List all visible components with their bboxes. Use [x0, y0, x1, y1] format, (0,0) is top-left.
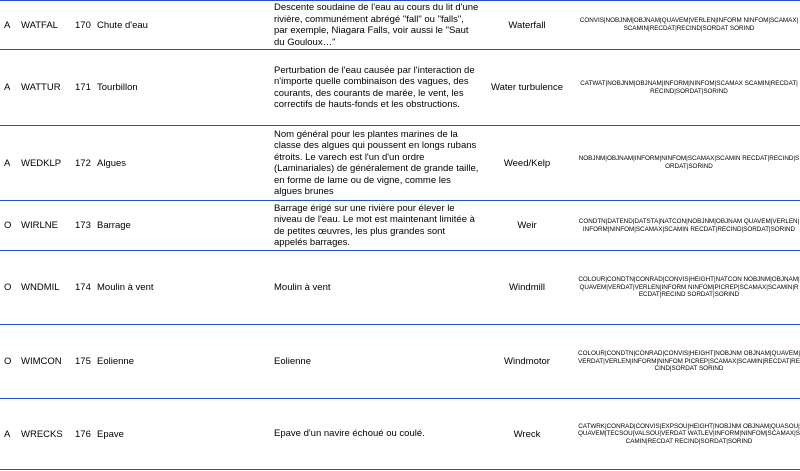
description-cell: Moulin à vent: [274, 281, 331, 293]
table-row: [0, 50, 800, 125]
object-code-cell: [4, 201, 266, 250]
object-name-fr: Barrage: [97, 220, 131, 231]
attribute-list: COLOUR|CONDTN|CONRAD|CONVIS|HEIGHT|NOBJNM OBJNAM|QUAVEM|VERDAT|VERLEN|INFORM|NINFOM PICREP|SCAMAX|SCAMIN|RECDAT|RECIND|SORDAT SORIND: [578, 350, 800, 373]
row-divider: [0, 469, 800, 470]
description-cell: Nom général pour les plantes marines de la classe des algues qui poussent en longs rubans étroits. Le varech est l'un d'un ordre (Laminariales) de généralement de grande taille, en forme de lame ou de vigne, comme les algues brunes: [274, 128, 479, 197]
table-row: [0, 399, 800, 469]
object-name-fr: Algues: [97, 157, 127, 169]
description-cell: Barrage érigé sur une rivière pour élever le niveau de l'eau. Le mot est maintenant limitée à de petites œuvres, les plus grandes sont appelés barrages.: [274, 202, 475, 248]
object-name-en: Water turbulence: [491, 82, 563, 93]
geometry-type: A: [4, 428, 11, 440]
description-cell: Descente soudaine de l'eau au cours du lit d'une rivière, communément abrégé "fall" ou "falls", par exemple, Niagara Falls, voir aussi le "Saut du Gouloux…": [274, 2, 479, 48]
object-code: 175: [75, 356, 91, 367]
object-code: 173: [75, 220, 91, 231]
table-row: [0, 251, 800, 324]
object-name-en: Weed/Kelp: [503, 157, 551, 169]
object-code: 171: [75, 82, 91, 93]
object-name-fr: Tourbillon: [97, 82, 138, 93]
object-code-cell: [4, 50, 266, 125]
geometry-type: O: [4, 220, 12, 231]
description-cell: Epave d'un navire échoué ou coulé.: [274, 428, 425, 440]
object-code: 172: [75, 157, 91, 169]
table-row: [0, 1, 800, 49]
object-code: 170: [75, 19, 91, 31]
attribute-list: CONDTN|DATEND|DATSTA|NATCON|NOBJNM|OBJNAM QUAVEM|VERLEN|INFORM|NINFOM|SCAMAX|SCAMIN RECDAT|RECIND|SORDAT|SORIND: [578, 217, 800, 233]
geometry-type: A: [4, 19, 11, 31]
object-acronym: WATFAL: [21, 19, 58, 31]
geometry-type: A: [4, 82, 11, 93]
description-cell: Perturbation de l'eau causée par l'interaction de n'importe quelle combinaison des vagues, des courants, des courants de marée, le vent, les correctifs de hauts-fonds et les obstructions.: [274, 64, 475, 110]
attribute-list: COLOUR|CONDTN|CONRAD|CONVIS|HEIGHT|NATCON NOBJNM|OBJNAM|QUAVEM|VERDAT|VERLEN|INFORM NINFOM|PICREP|SCAMAX|SCAMIN|RECDAT|RECIND SORDAT|SORIND: [578, 276, 800, 299]
attribute-list: CONVIS|NOBJNM|OBJNAM|QUAVEM|VERLEN|INFORM NINFOM|SCAMAX|SCAMIN|RECDAT|RECIND|SORDAT SORIND: [579, 17, 799, 32]
object-code: 174: [75, 282, 91, 293]
object-name-en: Windmill: [509, 282, 545, 293]
geometry-type: O: [4, 282, 12, 293]
object-name-en: Windmotor: [504, 356, 550, 367]
object-code-cell: [4, 325, 266, 398]
object-acronym: WEDKLP: [21, 157, 62, 169]
attribute-list: CATWRK|CONRAD|CONVIS|EXPSOU|HEIGHT|NOBJNM OBJNAM|QUASOU|QUAVEM|TECSOU|VALSOU|VERDAT WATLEV|INFORM|NINFOM|SCAMAX|SCAMIN|RECDAT RECIND|SORDAT|SORIND: [578, 422, 800, 445]
object-acronym: WNDMIL: [21, 282, 60, 293]
geometry-type: O: [4, 356, 12, 367]
object-acronym: WIRLNE: [21, 220, 58, 231]
object-code-cell: [4, 251, 266, 324]
attribute-list: NOBJNM|OBJNAM|INFORM|NINFOM|SCAMAX|SCAMIN RECDAT|RECIND|SORDAT|SORIND: [578, 155, 800, 170]
object-name-fr: Eolienne: [97, 356, 134, 367]
object-name-fr: Moulin à vent: [97, 282, 154, 293]
object-acronym: WATTUR: [21, 82, 61, 93]
description-cell: Eolienne: [274, 355, 311, 367]
attribute-list: CATWAT|NOBJNM|OBJNAM|INFORM|NINFOM|SCAMAX SCAMIN|RECDAT|RECIND|SORDAT|SORIND: [580, 79, 798, 95]
object-code-cell: [4, 1, 266, 49]
object-acronym: WIMCON: [21, 356, 62, 367]
object-acronym: WRECKS: [21, 428, 63, 440]
geometry-type: A: [4, 157, 11, 169]
object-name-fr: Epave: [97, 428, 124, 440]
object-name-en: Weir: [517, 220, 537, 231]
table-row: [0, 126, 800, 200]
object-code-cell: [4, 399, 266, 469]
object-code-cell: [4, 126, 266, 200]
object-code: 176: [75, 428, 91, 440]
table-row: [0, 201, 800, 250]
object-name-en: Waterfall: [508, 19, 546, 31]
table-row: [0, 325, 800, 398]
object-name-en: Wreck: [513, 428, 541, 440]
object-name-fr: Chute d'eau: [97, 19, 148, 31]
